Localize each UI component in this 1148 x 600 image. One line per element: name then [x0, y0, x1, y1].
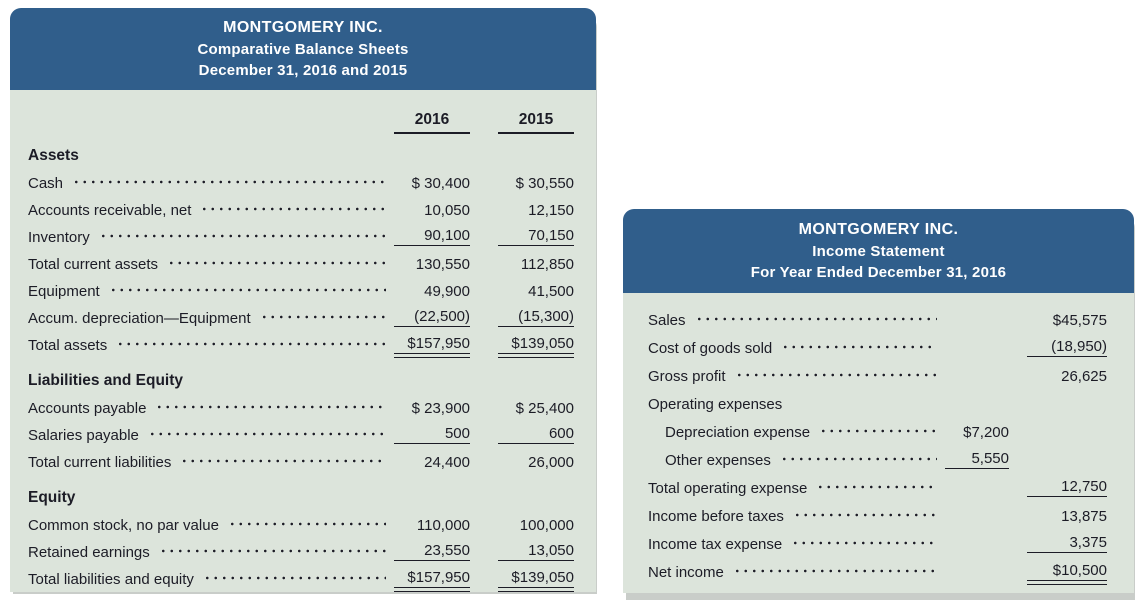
row-label: Accum. depreciation—Equipment	[28, 310, 251, 327]
row-label: Cost of goods sold	[648, 340, 773, 357]
row-label: Inventory	[28, 229, 90, 246]
amount-2016: (22,500)	[394, 308, 470, 327]
statement-row	[28, 169, 574, 196]
dot-leader	[226, 518, 386, 534]
amount-2015: $ 30,550	[515, 175, 574, 192]
dot-leader	[165, 257, 386, 273]
statement-row	[648, 529, 1107, 557]
statement-row	[28, 304, 574, 331]
statement-row	[648, 557, 1107, 585]
row-label: Total liabilities and equity	[28, 571, 194, 588]
amount-2016: 24,400	[424, 454, 470, 471]
statement-row	[28, 277, 574, 304]
statement-row	[648, 361, 1107, 389]
company-name: MONTGOMERY INC.	[798, 221, 959, 238]
dot-leader	[693, 313, 937, 329]
company-name: MONTGOMERY INC.	[223, 19, 383, 36]
amount-outer-column: 12,750	[1027, 478, 1107, 497]
dot-leader	[153, 401, 386, 417]
income-statement-body	[623, 293, 1134, 593]
dot-leader	[146, 428, 386, 444]
statement-row	[28, 511, 574, 538]
amount-2016: 90,100	[394, 227, 470, 246]
year-column-2016	[394, 111, 470, 134]
row-label: Operating expenses	[648, 396, 783, 413]
row-label: Depreciation expense	[665, 424, 811, 441]
year-label-2016: 2016	[394, 111, 470, 134]
statement-row	[28, 250, 574, 277]
row-label: Total operating expense	[648, 480, 808, 497]
row-label: Retained earnings	[28, 544, 150, 561]
group-label-row	[648, 389, 1107, 417]
statement-row	[28, 331, 574, 358]
amount-2015: $ 25,400	[515, 400, 574, 417]
amount-2016: 130,550	[415, 256, 470, 273]
dot-leader	[778, 453, 937, 469]
amount-2015: 600	[498, 425, 574, 444]
amount-outer-column: 3,375	[1027, 534, 1107, 553]
amount-2016: $157,950	[394, 569, 470, 588]
amount-2015: 70,150	[498, 227, 574, 246]
section-heading-row	[28, 484, 574, 511]
section-heading-row	[28, 142, 574, 169]
statement-title: Income Statement	[812, 243, 945, 260]
amount-2015: 26,000	[528, 454, 574, 471]
amount-outer-column: $10,500	[1027, 562, 1107, 581]
row-label: Equipment	[28, 283, 100, 300]
dot-leader	[733, 369, 937, 385]
row-label: Common stock, no par value	[28, 517, 219, 534]
amount-2016: 110,000	[416, 517, 470, 534]
statement-row	[28, 421, 574, 448]
section-heading-row	[28, 367, 574, 394]
amount-outer-column: 26,625	[1061, 368, 1107, 385]
dot-leader	[157, 545, 386, 561]
row-label: Equity	[28, 489, 76, 506]
row-label: Income before taxes	[648, 508, 784, 525]
amount-2016: $ 23,900	[411, 400, 470, 417]
amount-inner-column: 5,550	[945, 450, 1009, 469]
statement-row	[648, 305, 1107, 333]
row-label: Other expenses	[665, 452, 771, 469]
amount-outer-column: $45,575	[1052, 312, 1107, 329]
statement-row	[648, 501, 1107, 529]
amount-2015: $139,050	[498, 569, 574, 588]
dot-leader	[178, 455, 386, 471]
statement-row	[648, 333, 1107, 361]
balance-sheet-body	[10, 90, 596, 592]
dot-leader	[198, 203, 386, 219]
balance-sheet-panel	[10, 8, 596, 587]
amount-2015: 112,850	[520, 256, 574, 273]
amount-2015: $139,050	[498, 335, 574, 354]
row-label: Assets	[28, 147, 79, 164]
dot-leader	[731, 565, 937, 581]
statement-period: For Year Ended December 31, 2016	[750, 264, 1007, 281]
amount-2016: $157,950	[394, 335, 470, 354]
amount-2016: $ 30,400	[411, 175, 470, 192]
dot-leader	[791, 509, 937, 525]
row-label: Salaries payable	[28, 427, 139, 444]
dot-leader	[114, 338, 386, 354]
dot-leader	[70, 176, 386, 192]
row-label: Accounts payable	[28, 400, 147, 417]
amount-2016: 10,050	[424, 202, 470, 219]
row-label: Total current assets	[28, 256, 159, 273]
dot-leader	[814, 481, 937, 497]
dot-leader	[258, 311, 386, 327]
statement-row	[28, 538, 574, 565]
statement-row	[28, 448, 574, 475]
statement-title: Comparative Balance Sheets	[197, 41, 409, 58]
dot-leader	[789, 537, 937, 553]
amount-2016: 500	[394, 425, 470, 444]
year-label-2015: 2015	[498, 111, 574, 134]
dot-leader	[817, 425, 937, 441]
row-label: Cash	[28, 175, 64, 192]
income-statement-panel	[623, 209, 1134, 593]
amount-2016: 49,900	[424, 283, 470, 300]
balance-sheet-header	[10, 8, 596, 90]
statement-row	[648, 473, 1107, 501]
row-label: Sales	[648, 312, 686, 329]
row-label: Accounts receivable, net	[28, 202, 192, 219]
row-label: Net income	[648, 564, 724, 581]
amount-2015: (15,300)	[498, 308, 574, 327]
dot-leader	[97, 230, 386, 246]
balance-sheet-rows	[28, 142, 574, 592]
dot-leader	[107, 284, 386, 300]
amount-inner-column: $7,200	[963, 424, 1009, 441]
amount-2016: 23,550	[394, 542, 470, 561]
statement-row	[648, 445, 1107, 473]
dot-leader	[201, 572, 386, 588]
statement-row	[28, 394, 574, 421]
row-label: Total assets	[28, 337, 108, 354]
amount-2015: 13,050	[498, 542, 574, 561]
row-label: Liabilities and Equity	[28, 372, 184, 389]
income-statement-rows	[648, 305, 1107, 585]
income-statement-header	[623, 209, 1134, 293]
row-label: Total current liabilities	[28, 454, 172, 471]
statement-row	[28, 565, 574, 592]
statement-row	[28, 196, 574, 223]
amount-2015: 12,150	[528, 202, 574, 219]
row-label: Gross profit	[648, 368, 726, 385]
statement-period: December 31, 2016 and 2015	[198, 62, 408, 79]
year-column-headers	[28, 100, 574, 134]
year-column-2015	[498, 111, 574, 134]
amount-2015: 100,000	[519, 517, 574, 534]
amount-outer-column: (18,950)	[1027, 338, 1107, 357]
amount-outer-column: 13,875	[1061, 508, 1107, 525]
statement-row	[648, 417, 1107, 445]
statement-row	[28, 223, 574, 250]
dot-leader	[779, 341, 937, 357]
row-label: Income tax expense	[648, 536, 783, 553]
amount-2015: 41,500	[528, 283, 574, 300]
